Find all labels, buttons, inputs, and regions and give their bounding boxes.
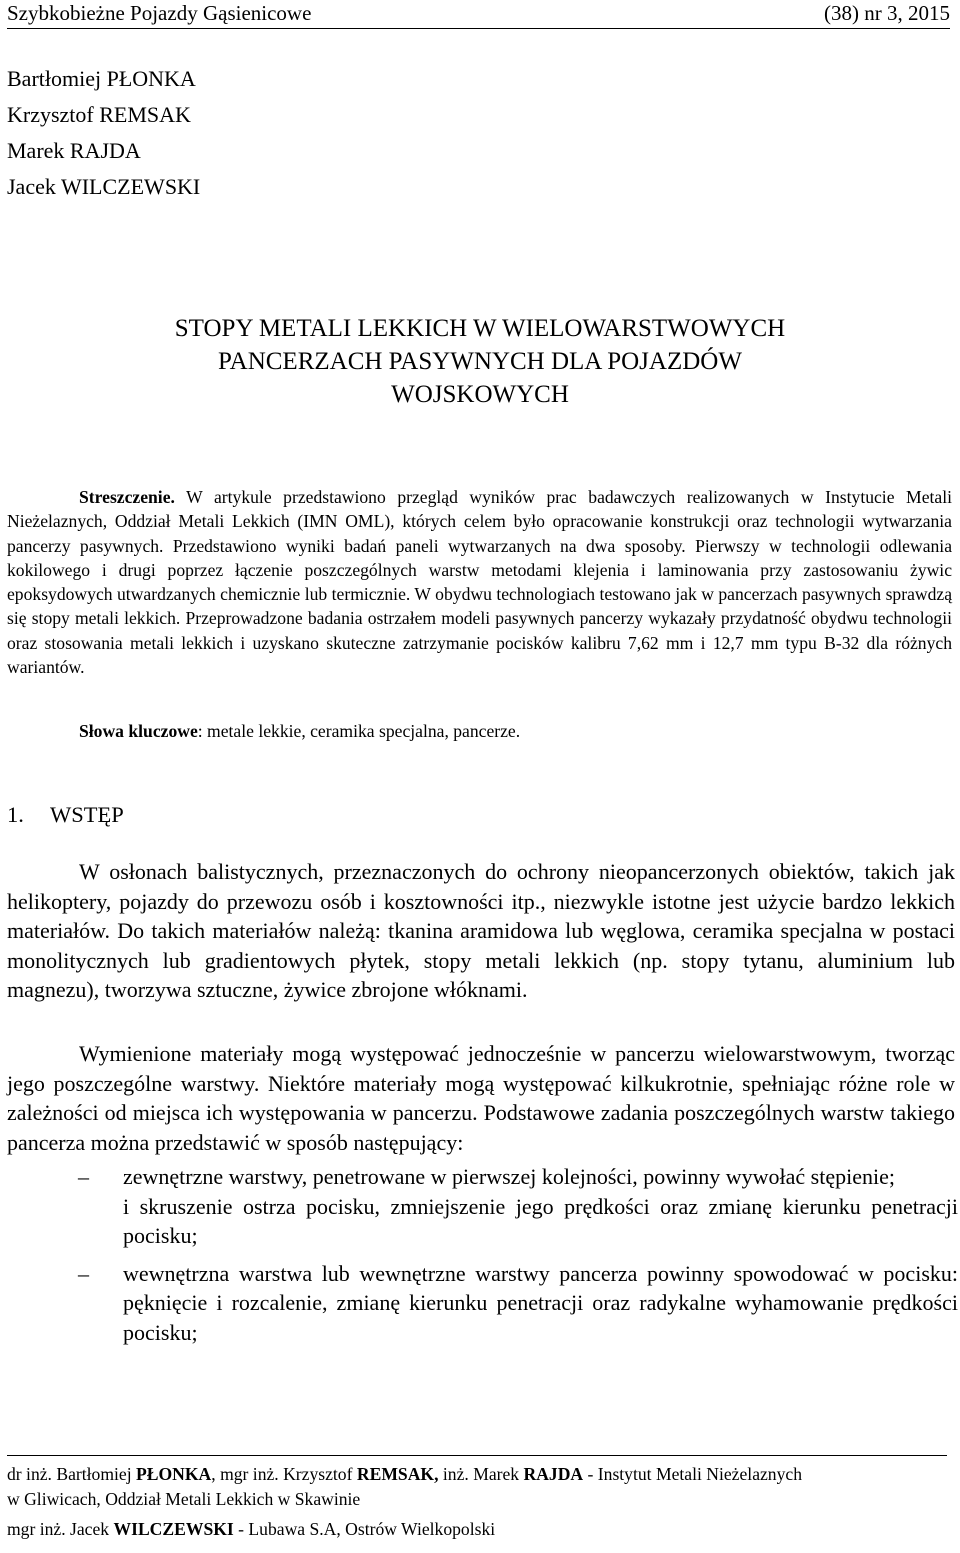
- list-item: [78, 1162, 958, 1251]
- affiliation-name: WILCZEWSKI: [113, 1519, 234, 1539]
- author-list: [7, 61, 200, 205]
- list-item: [78, 1259, 958, 1348]
- affiliation-text: dr inż. Bartłomiej: [7, 1464, 136, 1484]
- keywords: [79, 719, 520, 743]
- paragraph-text: W osłonach balistycznych, przeznaczonych do ochrony nieopancerzonych obiektów, takich jak helikoptery, pojazdy do przewozu osób i kosztowności itp., niezwykle istotne jest użycie bardzo lekkich materiałów. Do takich materiałów należą: tkanina aramidowa lub węglowa, ceramika specjalna w postaci monolitycznych lub gradientowych płytek, stopy metali lekkich (np. stopy tytanu, aluminium lub magnezu), tworzywa sztuczne, żywice zbrojone włóknami.: [7, 859, 955, 1002]
- author-item: [7, 133, 200, 169]
- title-line: WOJSKOWYCH: [391, 381, 569, 408]
- body-paragraph: [7, 857, 955, 1005]
- bullet-list: [78, 1162, 958, 1355]
- title-line: PANCERZACH PASYWNYCH DLA POJAZDÓW: [218, 348, 742, 375]
- running-header: [7, 0, 950, 29]
- author-last-name: PŁONKA: [106, 66, 196, 91]
- paper-title: [0, 312, 960, 411]
- affiliation-text: - Instytut Metali Nieżelaznych: [583, 1464, 803, 1484]
- author-last-name: REMSAK: [99, 102, 191, 127]
- author-last-name: WILCZEWSKI: [60, 174, 201, 199]
- author-first-name: Jacek: [7, 174, 56, 199]
- author-item: [7, 97, 200, 133]
- abstract: [7, 485, 952, 679]
- author-item: [7, 169, 200, 205]
- author-item: [7, 61, 200, 97]
- dash-marker: –: [78, 1164, 89, 1189]
- dash-marker: –: [78, 1260, 89, 1286]
- author-first-name: Bartłomiej: [7, 66, 102, 91]
- section-heading: [7, 800, 124, 830]
- abstract-text: W artykule przedstawiono przegląd wyników prac badawczych realizowanych w Instytucie Metali Nieżelaznych, Oddział Metali Lekkich (IMN OML), których celem było opracowanie konstrukcji oraz technologii wytwarzania pancerzy pasywnych. Przedstawiono wyniki badań paneli wytwarzanych na dwa sposoby. Pierwszy w technologii odlewania kokilowego i drugi poprzez łączenie poszczególnych warstw metodami klejenia i laminowania przy zastosowaniu żywic epoksydowych utwardzanych chemicznie lub termicznie. W obydwu technologiach testowano jak w pancerzach pasywnych sprawdzą się stopy metali lekkich. Przeprowadzone badania ostrzałem modeli pasywnych pancerzy wykazały przydatność obydwu technologii oraz stosowania metali lekkich i uzyskano skuteczne zatrzymanie pocisków kalibru 7,62 mm i 12,7 mm typu B-32 dla różnych wariantów.: [7, 487, 952, 678]
- author-affiliations: [7, 1462, 952, 1542]
- author-last-name: RAJDA: [69, 138, 141, 163]
- affiliation-name: RAJDA: [523, 1464, 584, 1484]
- keywords-text: : metale lekkie, ceramika specjalna, pancerze.: [197, 721, 521, 741]
- list-item-text: wewnętrzna warstwa lub wewnętrzne warstwy pancerza powinny spowodować w pocisku: pęknięcie i rozcalenie, zmianę kierunku penetracji oraz radykalne wyhamowanie prędkości pocisku;: [123, 1260, 958, 1345]
- affiliation-text: - Lubawa S.A, Ostrów Wielkopolski: [233, 1519, 496, 1539]
- journal-name: Szybkobieżne Pojazdy Gąsienicowe: [7, 1, 312, 25]
- author-first-name: Marek: [7, 138, 65, 163]
- section-number: 1.: [7, 802, 24, 827]
- keywords-label: Słowa kluczowe: [79, 721, 198, 741]
- issue-number: (38) nr 3, 2015: [824, 1, 950, 25]
- affiliation-line: [7, 1462, 952, 1487]
- affiliation-text: , mgr inż. Krzysztof: [211, 1464, 357, 1484]
- affiliation-name: REMSAK,: [356, 1464, 439, 1484]
- footnote-divider: [7, 1455, 947, 1456]
- affiliation-name: PŁONKA: [136, 1464, 212, 1484]
- paragraph-text: Wymienione materiały mogą występować jednocześnie w pancerzu wielowarstwowym, tworząc jego poszczególne warstwy. Niektóre materiały mogą występować kilkukrotnie, spełniając różne role w zależności od miejsca ich występowania w pancerzu. Podstawowe zadania poszczególnych warstw takiego pancerza można przedstawić w sposób następujący:: [7, 1041, 955, 1155]
- section-title: WSTĘP: [50, 802, 124, 827]
- affiliation-text: mgr inż. Jacek: [7, 1519, 114, 1539]
- title-line: STOPY METALI LEKKICH W WIELOWARSTWOWYCH: [174, 315, 786, 342]
- affiliation-text: inż. Marek: [438, 1464, 524, 1484]
- affiliation-line: [7, 1517, 952, 1542]
- affiliation-line: w Gliwicach, Oddział Metali Lekkich w Skawinie: [7, 1488, 361, 1509]
- body-paragraph: [7, 1039, 955, 1157]
- list-item-text: zewnętrzne warstwy, penetrowane w pierwszej kolejności, powinny wywołać stępienie;: [123, 1164, 895, 1189]
- list-item-text: i skruszenie ostrza pocisku, zmniejszenie jego prędkości oraz zmianę kierunku penetracji pocisku;: [123, 1193, 958, 1248]
- author-first-name: Krzysztof: [7, 102, 94, 127]
- abstract-label: Streszczenie.: [79, 487, 175, 507]
